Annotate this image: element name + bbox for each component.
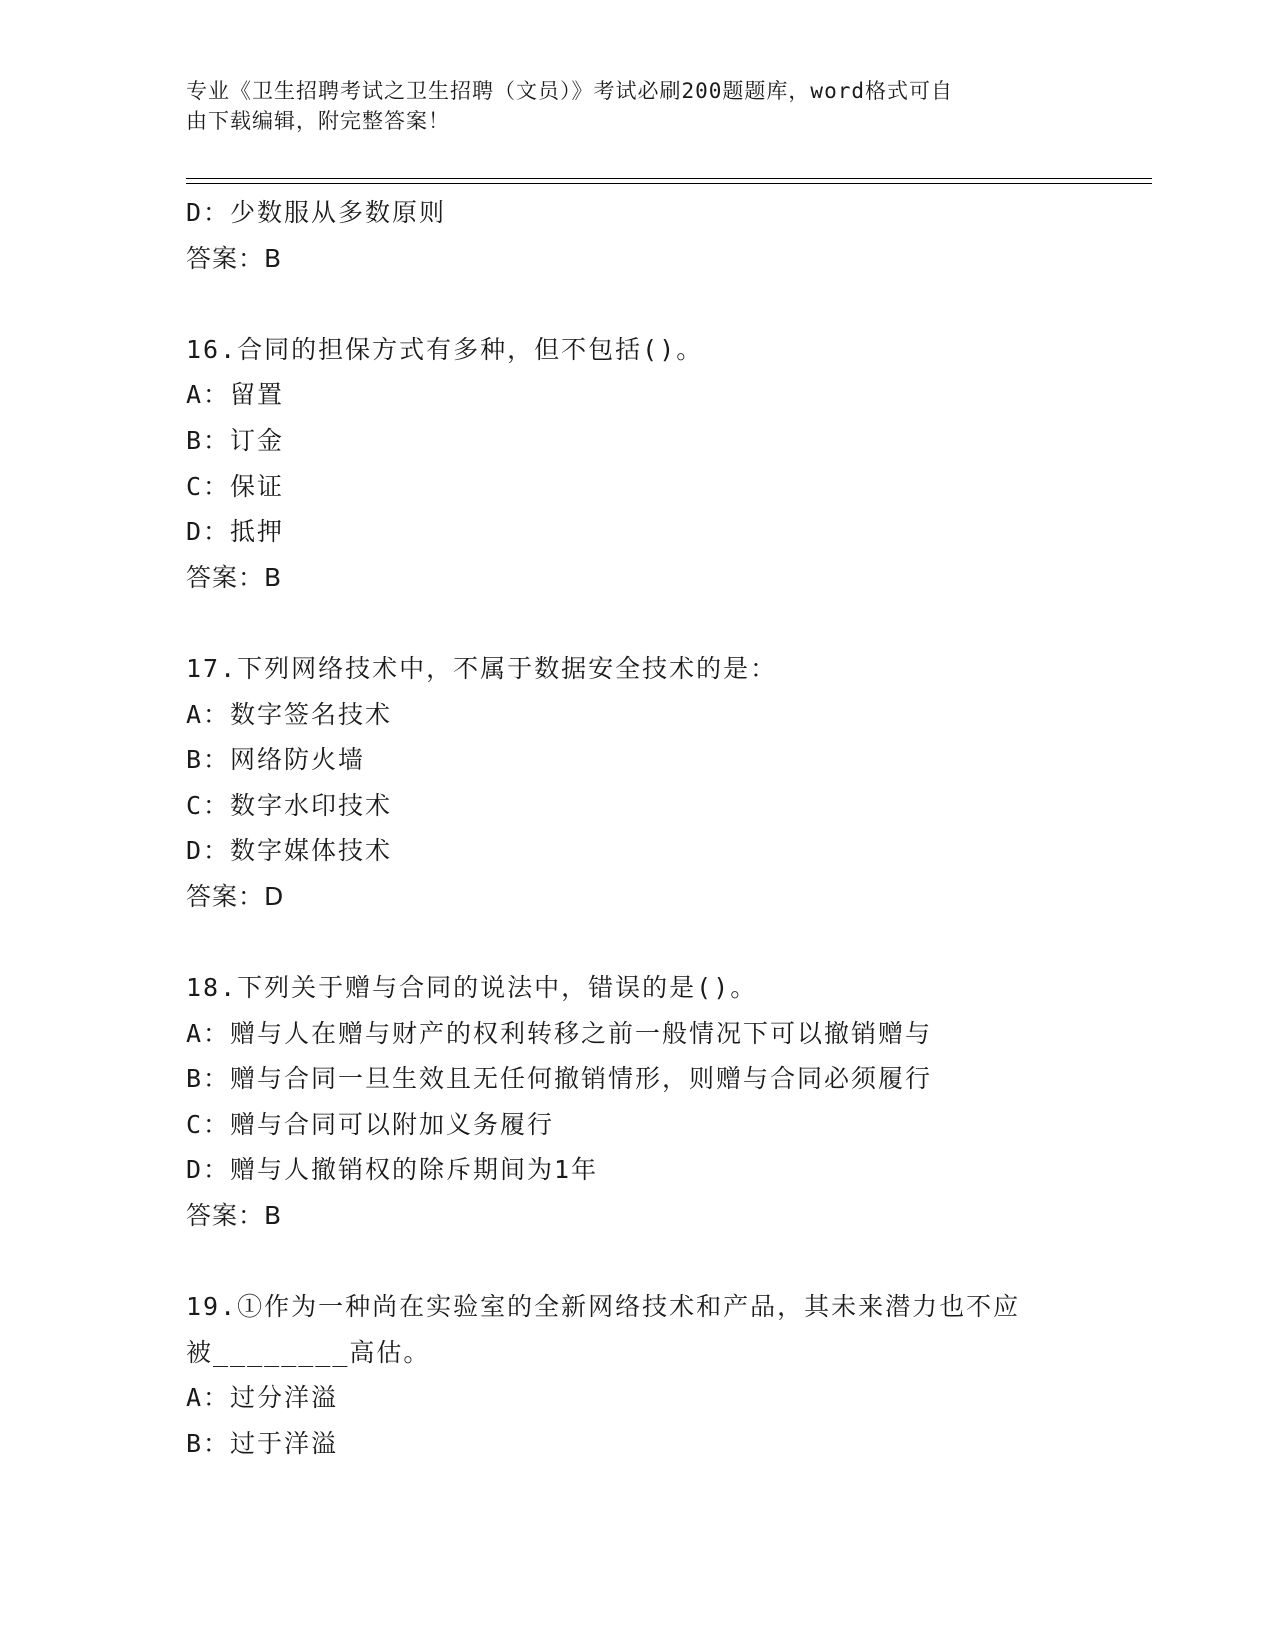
answer-line: 答案：B <box>186 243 283 273</box>
option-line: A：过分洋溢 <box>186 1383 339 1413</box>
option-line: B：网络防火墙 <box>186 745 366 775</box>
option-line: C：保证 <box>186 471 285 501</box>
option-line: D：赠与人撤销权的除斥期间为1年 <box>186 1155 599 1185</box>
option-line: B：赠与合同一旦生效且无任何撤销情形，则赠与合同必须履行 <box>186 1064 933 1094</box>
option-line: D：数字媒体技术 <box>186 836 393 866</box>
question-list <box>186 190 1152 1467</box>
option-line: B：订金 <box>186 425 285 455</box>
document-header <box>186 76 1086 136</box>
answer-line: 答案：B <box>186 1201 283 1231</box>
option-line: B：过于洋溢 <box>186 1429 339 1459</box>
answer-line: 答案：B <box>186 562 283 592</box>
option-line: D：少数服从多数原则 <box>186 198 447 227</box>
option-line: C：赠与合同可以附加义务履行 <box>186 1109 555 1139</box>
spacer <box>186 281 1152 327</box>
option-line: C：数字水印技术 <box>186 790 393 820</box>
option-line: A：留置 <box>186 380 285 410</box>
question-text: 16.合同的担保方式有多种，但不包括()。 <box>186 334 704 364</box>
spacer <box>186 600 1152 646</box>
header-rule-bottom <box>186 183 1152 184</box>
option-line: A：赠与人在赠与财产的权利转移之前一般情况下可以撤销赠与 <box>186 1018 933 1048</box>
option-line: D：抵押 <box>186 517 285 547</box>
header-line-2: 由下载编辑，附完整答案！ <box>186 109 450 133</box>
answer-line: 答案：D <box>186 881 285 911</box>
header-line-1: 专业《卫生招聘考试之卫生招聘（文员）》考试必刷200题题库，word格式可自 <box>186 79 953 103</box>
header-rule-top <box>186 178 1152 179</box>
question-text: 17.下列网络技术中，不属于数据安全技术的是： <box>186 653 778 683</box>
question-text: 19.①作为一种尚在实验室的全新网络技术和产品，其未来潜力也不应 <box>186 1292 1021 1322</box>
option-line: A：数字签名技术 <box>186 699 393 729</box>
spacer <box>186 1239 1152 1285</box>
spacer <box>186 920 1152 966</box>
question-text: 18.下列关于赠与合同的说法中，错误的是()。 <box>186 973 758 1003</box>
question-text: 被________高估。 <box>186 1337 431 1367</box>
